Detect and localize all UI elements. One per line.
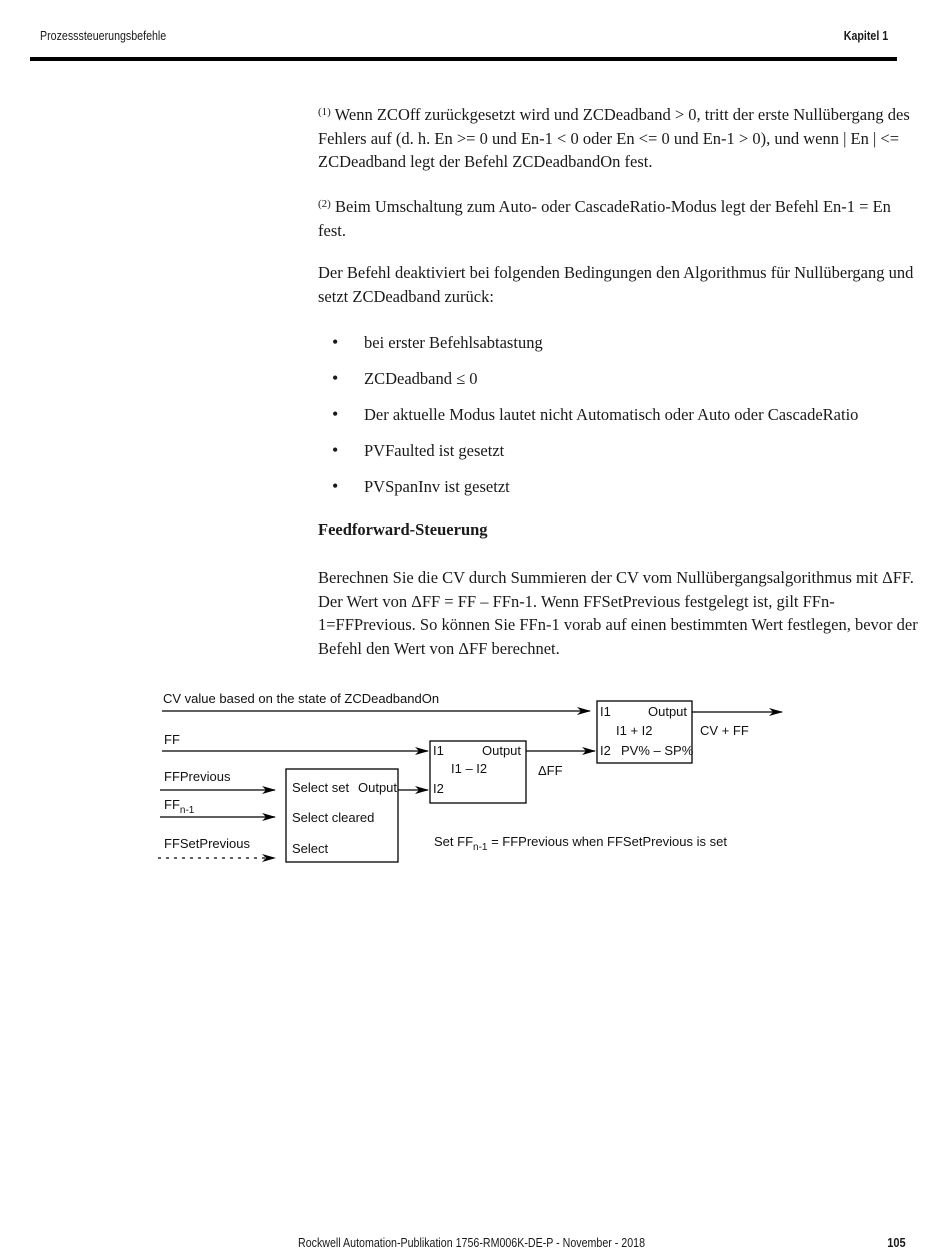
select-cleared-label: Select cleared (292, 810, 375, 825)
footnote-2-marker: (2) (318, 198, 331, 210)
running-header-chapter: Kapitel 1 (843, 28, 888, 43)
running-header-section: Prozesssteuerungsbefehle (40, 28, 167, 43)
section-text: Berechnen Sie die CV durch Summieren der CV vom Nullübergangsalgorithmus mit ΔFF. Der Wert von ΔFF = FF – FFn-1. Wenn FFSetPrevious festgelegt ist, gilt FFn-1=FFPrevious. So können Sie FFn-1 vorab auf einen bestimmten Wert festlegen, bevor der Befehl den Wert von ΔFF berechnet. (318, 568, 918, 658)
ffsetprevious-label: FFSetPrevious (164, 836, 250, 851)
sum-formula: I1 + I2 (616, 723, 653, 738)
sum-i1-label: I1 (600, 704, 611, 719)
intro-text: Der Befehl deaktiviert bei folgenden Bedingungen den Algorithmus für Nullübergang und setzt ZCDeadband zurück: (318, 263, 914, 306)
condition-item: • PVFaulted ist gesetzt (318, 439, 918, 475)
condition-item: • PVSpanInv ist gesetzt (318, 475, 918, 511)
diff-formula: I1 – I2 (451, 761, 488, 776)
footnote-2-text: Beim Umschaltung zum Auto- oder CascadeRatio-Modus legt der Befehl En-1 = En fest. (318, 197, 891, 240)
condition-item: • ZCDeadband ≤ 0 (318, 367, 918, 403)
condition-item: • bei erster Befehlsabtastung (318, 331, 918, 367)
footnote-1-text: Wenn ZCOff zurückgesetzt wird und ZCDeadband > 0, tritt der erste Nullübergang des Fehlers auf (d. h. En >= 0 und En-1 < 0 oder En <= 0 und En-1 > 0), und wenn | En | <= ZCDeadband legt der Befehl ZCDeadbandOn fest. (318, 105, 910, 171)
sum-i2-label: I2 (600, 743, 611, 758)
select-set-label: Select set (292, 780, 350, 795)
condition-item: • Der aktuelle Modus lautet nicht Automatisch oder Auto oder CascadeRatio (318, 403, 918, 439)
cv-ff-label: CV + FF (700, 723, 749, 738)
diff-i2-label: I2 (433, 781, 444, 796)
select-output-label: Output (358, 780, 398, 795)
diagram-note: Set $FF_{n-1}$ = FFPrevious when FFSetPrevious is set (434, 834, 727, 853)
ffn1-label: $FF_{n-1}$ (164, 797, 195, 816)
select-label: Select (292, 841, 329, 856)
ff-label: FF (164, 732, 180, 747)
section-heading: Feedforward-Steuerung (318, 520, 488, 539)
delta-ff-label: ΔFF (538, 763, 563, 778)
cv-line-label: CV value based on the state of ZCDeadbandOn (163, 691, 440, 706)
sum-formula-2: PV% – SP% (621, 743, 694, 758)
ffprevious-label: FFPrevious (164, 769, 231, 784)
sum-output-label: Output (648, 704, 688, 719)
page-number: 105 (887, 1235, 906, 1250)
diff-output-label: Output (482, 743, 522, 758)
footnote-1-marker: (1) (318, 106, 331, 118)
diff-i1-label: I1 (433, 743, 444, 758)
footer-publication: Rockwell Automation-Publikation 1756-RM006K-DE-P - November - 2018 (298, 1235, 646, 1250)
